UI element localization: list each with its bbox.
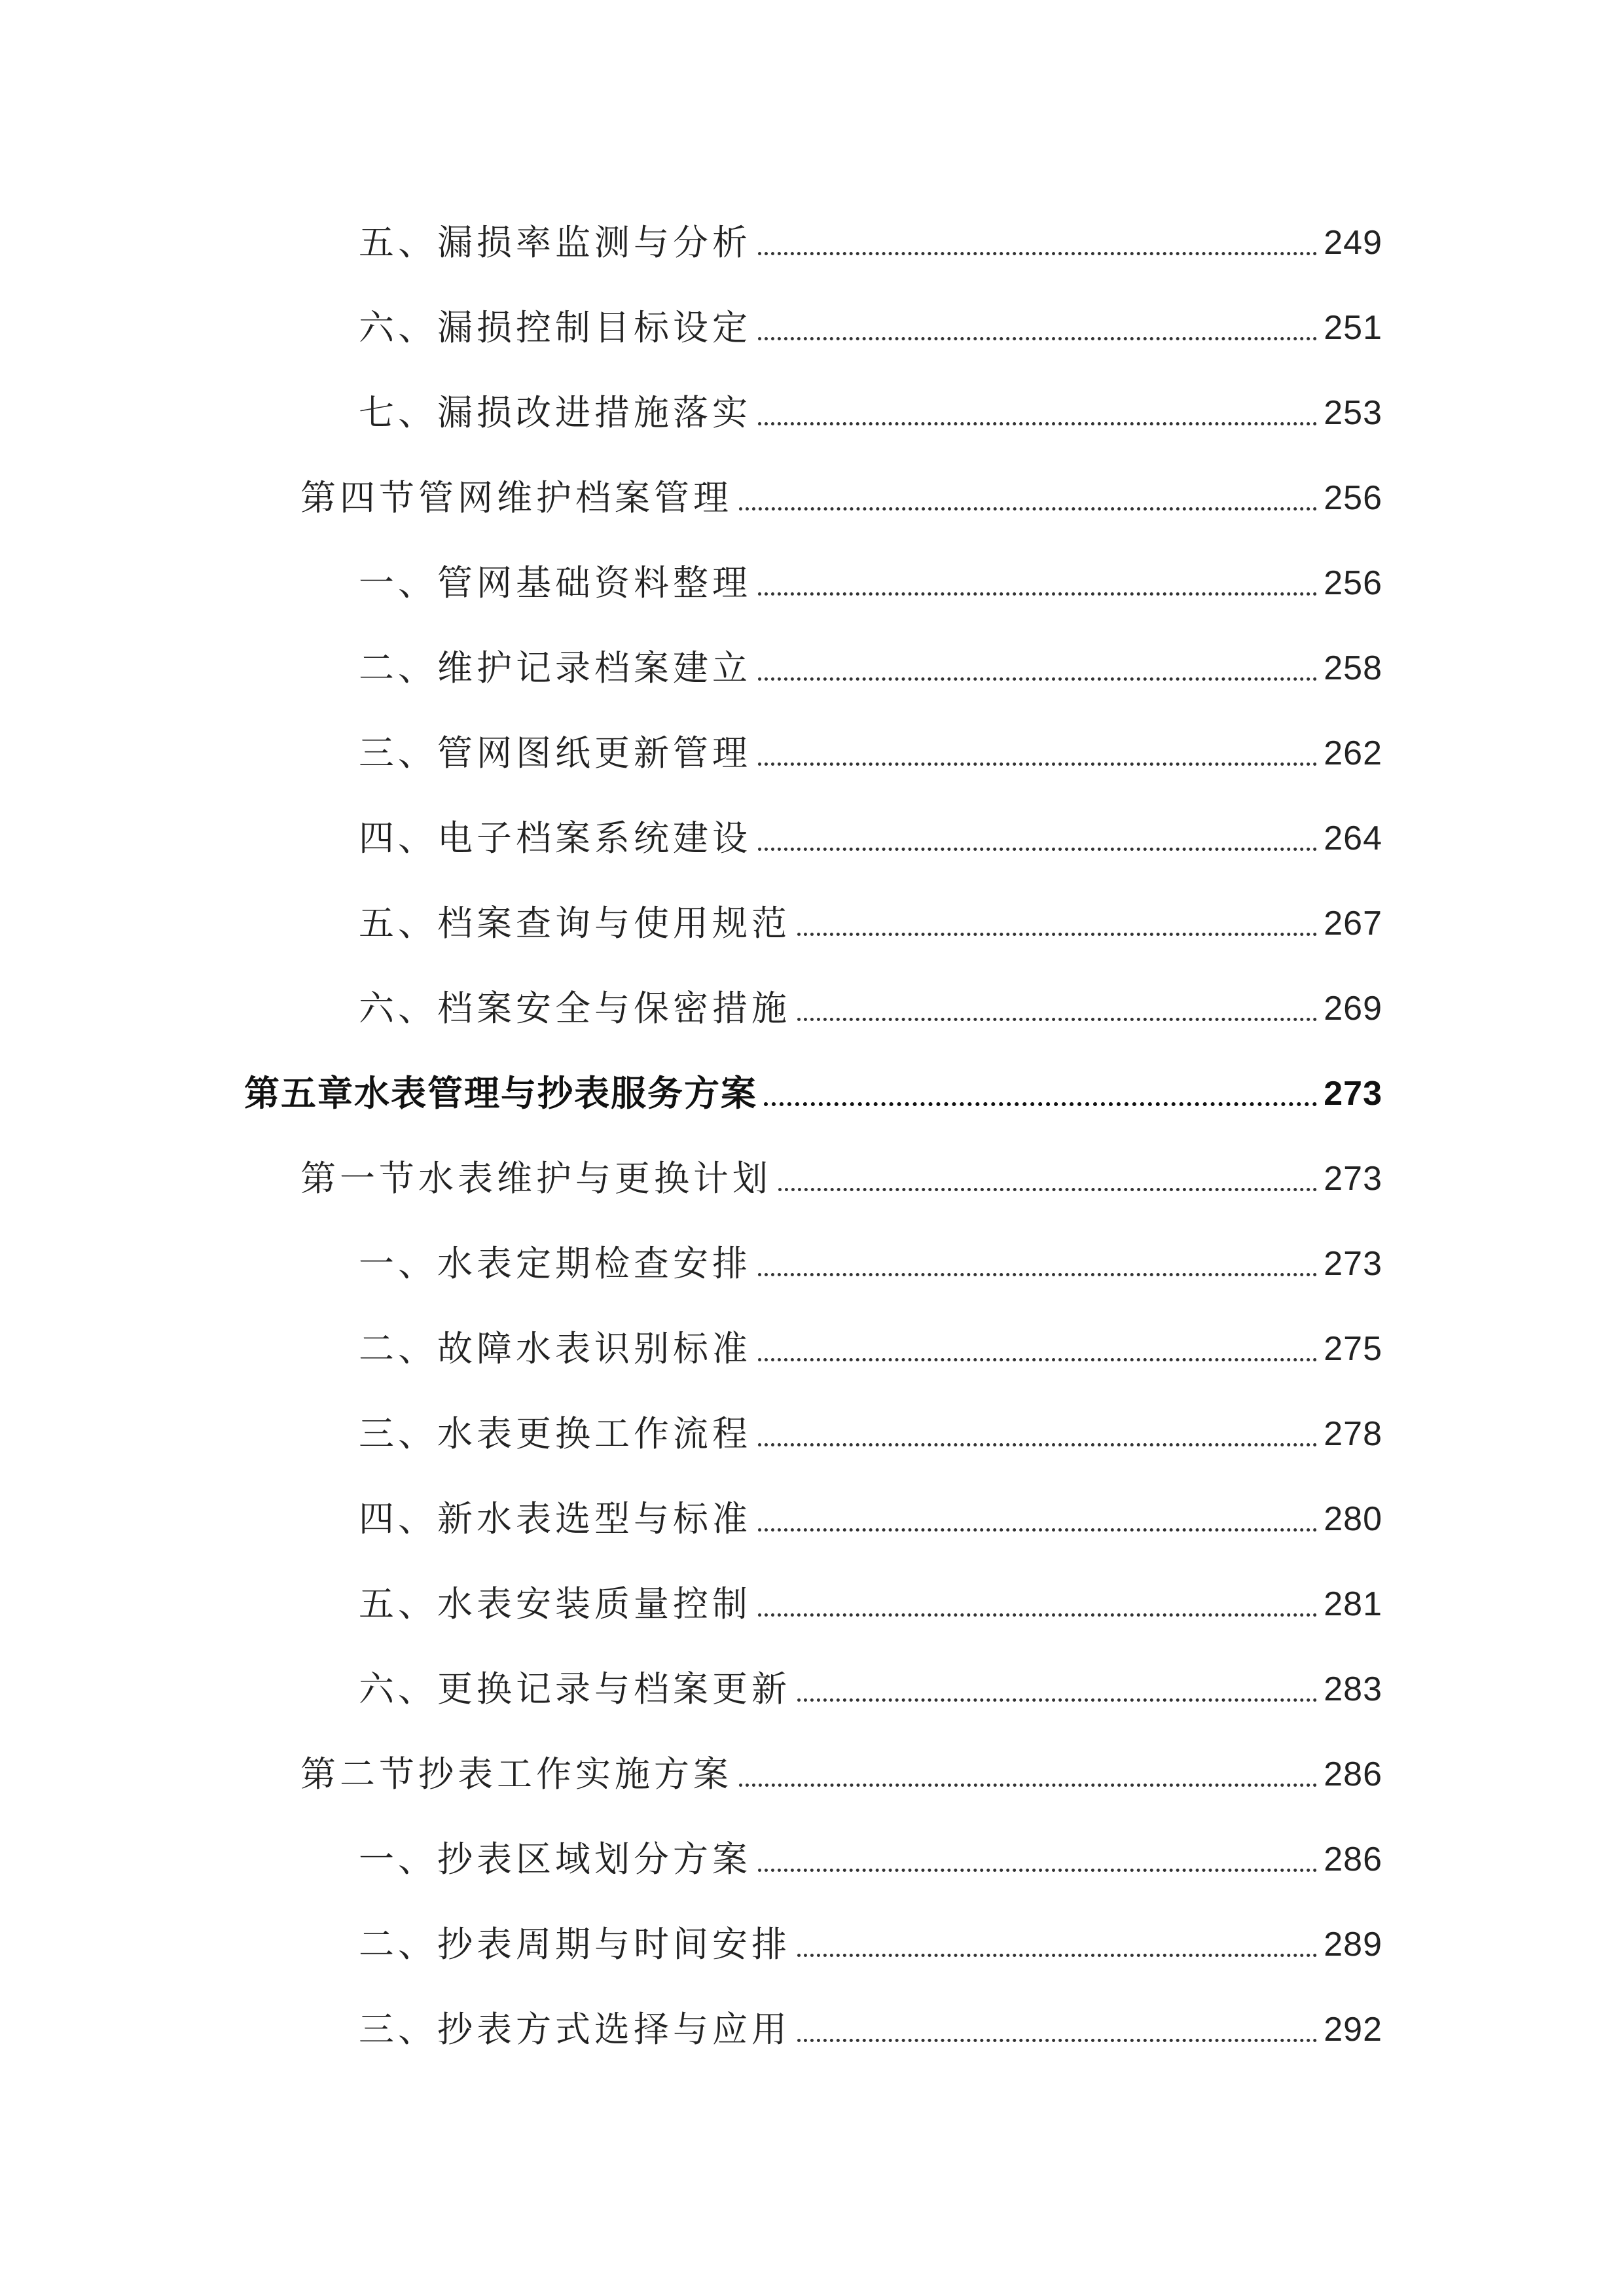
toc-entry[interactable] <box>359 297 1382 350</box>
toc-entry[interactable] <box>359 1914 1382 1966</box>
toc-entry-page: 278 <box>1324 1415 1382 1453</box>
toc-entry-page: 251 <box>1324 309 1382 347</box>
toc-dot-leader <box>764 1102 1317 1106</box>
toc-entry-title: 五、漏损率监测与分析 <box>359 222 751 263</box>
toc-dot-leader <box>797 1018 1317 1021</box>
toc-dot-leader <box>758 1358 1317 1361</box>
toc-dot-leader <box>758 848 1317 851</box>
toc-dot-leader <box>758 677 1317 681</box>
toc-entry-section[interactable] <box>300 1148 1382 1200</box>
toc-entry-title: 第一节水表维护与更换计划 <box>300 1158 772 1199</box>
toc-entry[interactable] <box>359 1573 1382 1626</box>
toc-entry-page: 249 <box>1324 224 1382 262</box>
toc-entry[interactable] <box>359 1403 1382 1456</box>
toc-entry[interactable] <box>359 552 1382 605</box>
toc-entry-title: 一、管网基础资料整理 <box>359 562 751 603</box>
toc-entry[interactable] <box>359 893 1382 945</box>
toc-entry-title: 第四节管网维护档案管理 <box>300 477 732 518</box>
toc-entry-page: 289 <box>1324 1926 1382 1964</box>
toc-dot-leader <box>758 592 1317 596</box>
toc-dot-leader <box>758 1613 1317 1617</box>
toc-entry[interactable] <box>359 1233 1382 1285</box>
toc-entry[interactable] <box>359 637 1382 690</box>
toc-dot-leader <box>758 1528 1317 1532</box>
toc-entry-title: 六、漏损控制目标设定 <box>359 307 751 348</box>
toc-entry-page: 269 <box>1324 990 1382 1028</box>
toc-entry-section[interactable] <box>300 1744 1382 1796</box>
toc-entry-page: 292 <box>1324 2011 1382 2049</box>
toc-entry-page: 264 <box>1324 819 1382 857</box>
toc-dot-leader <box>797 1954 1317 1957</box>
toc-dot-leader <box>758 337 1317 340</box>
toc-entry-page: 253 <box>1324 394 1382 432</box>
toc-dot-leader <box>758 1869 1317 1872</box>
toc-entry-page: 286 <box>1324 1840 1382 1878</box>
toc-entry-title: 一、水表定期检查安排 <box>359 1243 751 1284</box>
toc-dot-leader <box>778 1188 1317 1191</box>
toc-entry[interactable] <box>359 1488 1382 1541</box>
toc-dot-leader <box>739 1784 1317 1787</box>
toc-entry-page: 273 <box>1324 1160 1382 1198</box>
toc-entry[interactable] <box>359 808 1382 860</box>
toc-entry-title: 二、故障水表识别标准 <box>359 1328 751 1369</box>
toc-entry-title: 四、电子档案系统建设 <box>359 817 751 859</box>
toc-entry-title: 第五章水表管理与抄表服务方案 <box>244 1073 757 1114</box>
toc-entry-title: 三、管网图纸更新管理 <box>359 732 751 774</box>
toc-entry-title: 七、漏损改进措施落实 <box>359 392 751 433</box>
toc-entry-page: 267 <box>1324 905 1382 942</box>
toc-entry-title: 三、抄表方式选择与应用 <box>359 2009 791 2050</box>
toc-entry-chapter[interactable] <box>244 1063 1382 1115</box>
toc-entry[interactable] <box>359 382 1382 435</box>
toc-dot-leader <box>797 2039 1317 2042</box>
toc-entry-page: 275 <box>1324 1330 1382 1368</box>
toc-entry-title: 三、水表更换工作流程 <box>359 1413 751 1454</box>
toc-entry-title: 二、维护记录档案建立 <box>359 647 751 689</box>
toc-entry-page: 283 <box>1324 1670 1382 1708</box>
toc-dot-leader <box>758 422 1317 425</box>
toc-entry[interactable] <box>359 1829 1382 1881</box>
toc-dot-leader <box>797 933 1317 936</box>
toc-entry-page: 256 <box>1324 479 1382 517</box>
toc-entry-title: 一、抄表区域划分方案 <box>359 1839 751 1880</box>
toc-entry-page: 286 <box>1324 1755 1382 1793</box>
toc-entry-title: 第二节抄表工作实施方案 <box>300 1753 732 1795</box>
toc-entry-title: 五、档案查询与使用规范 <box>359 903 791 944</box>
toc-dot-leader <box>797 1698 1317 1702</box>
toc-entry-page: 258 <box>1324 649 1382 687</box>
toc-entry-page: 273 <box>1324 1245 1382 1283</box>
toc-dot-leader <box>758 762 1317 766</box>
toc-entry-page: 256 <box>1324 564 1382 602</box>
toc-entry-title: 四、新水表选型与标准 <box>359 1498 751 1539</box>
toc-entry[interactable] <box>359 212 1382 264</box>
toc-dot-leader <box>758 1273 1317 1276</box>
toc-dot-leader <box>739 507 1317 511</box>
toc-entry[interactable] <box>359 1318 1382 1371</box>
toc-dot-leader <box>758 252 1317 255</box>
toc-entry-title: 五、水表安装质量控制 <box>359 1583 751 1624</box>
toc-entry[interactable] <box>359 1999 1382 2051</box>
toc-entry-title: 六、档案安全与保密措施 <box>359 988 791 1029</box>
toc-dot-leader <box>758 1443 1317 1446</box>
toc-entry-title: 二、抄表周期与时间安排 <box>359 1924 791 1965</box>
toc-entry[interactable] <box>359 1659 1382 1711</box>
toc-entry[interactable] <box>359 723 1382 775</box>
toc-entry-title: 六、更换记录与档案更新 <box>359 1668 791 1710</box>
toc-entry[interactable] <box>359 978 1382 1030</box>
toc-entry-section[interactable] <box>300 467 1382 520</box>
toc-entry-page: 262 <box>1324 734 1382 772</box>
toc-entry-page: 281 <box>1324 1585 1382 1623</box>
toc-entry-page: 280 <box>1324 1500 1382 1538</box>
toc-entry-page: 273 <box>1324 1075 1382 1113</box>
